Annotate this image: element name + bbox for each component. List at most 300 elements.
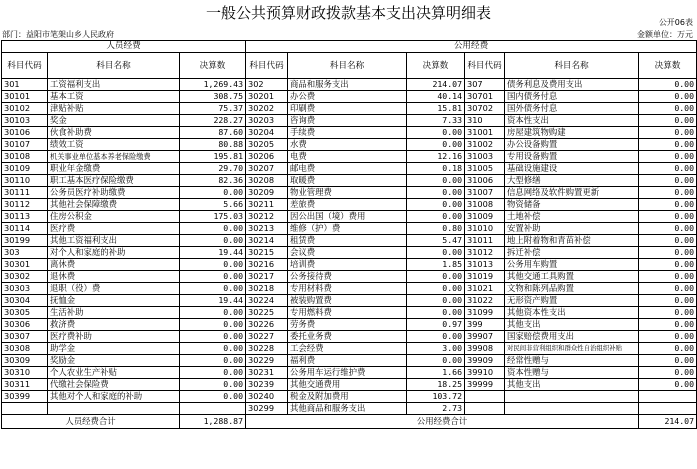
public-amount: 0.00 [407, 355, 465, 367]
public2-name: 国内债务付息 [505, 91, 639, 103]
public-code: 30213 [246, 223, 288, 235]
public-name: 邮电费 [288, 163, 407, 175]
personnel-name: 退职（役）费 [48, 283, 180, 295]
header-name: 科目名称 [505, 53, 639, 79]
personnel-amount: 0.00 [180, 331, 246, 343]
public2-code: 31022 [465, 295, 505, 307]
public2-amount: 0.00 [639, 331, 697, 343]
public-total-value: 214.07 [639, 415, 697, 429]
personnel-code: 30101 [2, 91, 48, 103]
public2-amount: 0.00 [639, 115, 697, 127]
public-name: 公务接待费 [288, 271, 407, 283]
public-amount: 0.00 [407, 271, 465, 283]
public-code: 30225 [246, 307, 288, 319]
personnel-code: 301 [2, 79, 48, 91]
public2-name: 经常性赠与 [505, 355, 639, 367]
public2-amount: 0.00 [639, 295, 697, 307]
header-amount: 决算数 [407, 53, 465, 79]
public2-name: 基础设施建设 [505, 163, 639, 175]
personnel-code: 30113 [2, 211, 48, 223]
public-name: 维修（护）费 [288, 223, 407, 235]
personnel-name: 职业年金缴费 [48, 163, 180, 175]
public2-name: 债务利息及费用支出 [505, 79, 639, 91]
public2-name: 其他交通工具购置 [505, 271, 639, 283]
public-code: 30299 [246, 403, 288, 415]
table-row [2, 355, 697, 367]
public2-name: 房屋建筑物购建 [505, 127, 639, 139]
header-name: 科目名称 [288, 53, 407, 79]
table-row [2, 331, 697, 343]
public-amount: 0.00 [407, 175, 465, 187]
public-name: 电费 [288, 151, 407, 163]
public-amount: 0.00 [407, 139, 465, 151]
public2-code: 39910 [465, 367, 505, 379]
public-code: 30218 [246, 283, 288, 295]
public-code: 30209 [246, 187, 288, 199]
public-name: 专用材料费 [288, 283, 407, 295]
public2-code: 39909 [465, 355, 505, 367]
personnel-name: 住房公积金 [48, 211, 180, 223]
public2-amount: 0.00 [639, 355, 697, 367]
personnel-amount: 1,269.43 [180, 79, 246, 91]
table-row [2, 283, 697, 295]
department-label: 部门：益阳市笔架山乡人民政府 [2, 30, 114, 39]
public2-code [465, 403, 505, 415]
public-code: 30214 [246, 235, 288, 247]
public-name: 印刷费 [288, 103, 407, 115]
public2-code: 30701 [465, 91, 505, 103]
public-name: 手续费 [288, 127, 407, 139]
public2-amount: 0.00 [639, 139, 697, 151]
public-name: 培训费 [288, 259, 407, 271]
public-code: 30207 [246, 163, 288, 175]
personnel-amount: 0.00 [180, 259, 246, 271]
public-amount: 0.00 [407, 187, 465, 199]
public-code: 30224 [246, 295, 288, 307]
table-row [2, 163, 697, 175]
personnel-code: 30306 [2, 319, 48, 331]
public2-code: 31003 [465, 151, 505, 163]
personnel-name: 基本工资 [48, 91, 180, 103]
public-amount: 12.16 [407, 151, 465, 163]
personnel-total-label: 人员经费合计 [2, 415, 180, 429]
personnel-code [2, 403, 48, 415]
public2-amount: 0.00 [639, 283, 697, 295]
public-name: 税金及附加费用 [288, 391, 407, 403]
public-name: 水费 [288, 139, 407, 151]
personnel-amount: 5.66 [180, 199, 246, 211]
table-row [2, 139, 697, 151]
public2-code: 31099 [465, 307, 505, 319]
personnel-name: 对个人和家庭的补助 [48, 247, 180, 259]
public-code: 30226 [246, 319, 288, 331]
group-public: 公用经费 [246, 41, 697, 53]
public2-code: 39999 [465, 379, 505, 391]
table-row [2, 403, 697, 415]
public2-amount: 0.00 [639, 91, 697, 103]
public-total-label: 公用经费合计 [246, 415, 639, 429]
public-amount: 0.80 [407, 223, 465, 235]
table-row [2, 211, 697, 223]
public-name: 被装购置费 [288, 295, 407, 307]
public-name: 办公费 [288, 91, 407, 103]
public2-amount: 0.00 [639, 175, 697, 187]
personnel-name: 其他社会保障缴费 [48, 199, 180, 211]
table-row [2, 271, 697, 283]
personnel-code: 303 [2, 247, 48, 259]
personnel-amount: 75.37 [180, 103, 246, 115]
public2-name: 无形资产购置 [505, 295, 639, 307]
personnel-code: 30199 [2, 235, 48, 247]
public2-code: 31011 [465, 235, 505, 247]
personnel-code: 30114 [2, 223, 48, 235]
public-amount: 0.97 [407, 319, 465, 331]
table-row [2, 379, 697, 391]
personnel-code: 30308 [2, 343, 48, 355]
public2-code: 31001 [465, 127, 505, 139]
public-code: 30206 [246, 151, 288, 163]
public2-code: 31005 [465, 163, 505, 175]
header-name: 科目名称 [48, 53, 180, 79]
personnel-name: 其他工资福利支出 [48, 235, 180, 247]
public2-amount: 0.00 [639, 247, 697, 259]
personnel-code: 30112 [2, 199, 48, 211]
public2-name: 国外债务付息 [505, 103, 639, 115]
personnel-amount [180, 403, 246, 415]
header-code: 科目代码 [246, 53, 288, 79]
public-name: 差旅费 [288, 199, 407, 211]
public2-name: 专用设备购置 [505, 151, 639, 163]
public-amount: 0.00 [407, 127, 465, 139]
public-amount: 0.18 [407, 163, 465, 175]
header-amount: 决算数 [639, 53, 697, 79]
public2-amount: 0.00 [639, 211, 697, 223]
public2-name: 文物和陈列品购置 [505, 283, 639, 295]
public2-amount: 0.00 [639, 307, 697, 319]
public-code: 30216 [246, 259, 288, 271]
public2-amount: 0.00 [639, 103, 697, 115]
public2-amount: 0.00 [639, 223, 697, 235]
public-code: 30239 [246, 379, 288, 391]
personnel-amount: 0.00 [180, 235, 246, 247]
personnel-amount: 0.00 [180, 391, 246, 403]
public-amount: 0.00 [407, 283, 465, 295]
personnel-name: 职工基本医疗保险缴费 [48, 175, 180, 187]
public-code: 30205 [246, 139, 288, 151]
table-row [2, 103, 697, 115]
header-amount: 决算数 [180, 53, 246, 79]
public2-amount: 0.00 [639, 259, 697, 271]
table-row [2, 391, 697, 403]
table-body [2, 79, 697, 415]
public-amount: 0.00 [407, 247, 465, 259]
public2-code: 30702 [465, 103, 505, 115]
public-name: 因公出国（境）费用 [288, 211, 407, 223]
public2-code: 39908 [465, 343, 505, 355]
public2-code: 399 [465, 319, 505, 331]
personnel-code: 30111 [2, 187, 48, 199]
public2-amount: 0.00 [639, 187, 697, 199]
public-amount: 3.00 [407, 343, 465, 355]
public2-amount: 0.00 [639, 271, 697, 283]
public-name: 公务用车运行维护费 [288, 367, 407, 379]
personnel-name: 机关事业单位基本养老保险缴费 [48, 151, 180, 163]
form-number: 公开06表 [658, 18, 693, 27]
public2-code: 31021 [465, 283, 505, 295]
public-code: 30227 [246, 331, 288, 343]
public2-amount: 0.00 [639, 319, 697, 331]
table-row [2, 127, 697, 139]
public2-code: 31012 [465, 247, 505, 259]
expenditure-table [1, 40, 697, 429]
public2-code: 31002 [465, 139, 505, 151]
header-code: 科目代码 [465, 53, 505, 79]
public-code: 30215 [246, 247, 288, 259]
personnel-name: 奖励金 [48, 355, 180, 367]
personnel-code: 30301 [2, 259, 48, 271]
public-code: 30212 [246, 211, 288, 223]
group-personnel: 人员经费 [2, 41, 246, 53]
public-amount: 0.00 [407, 331, 465, 343]
public2-amount: 0.00 [639, 151, 697, 163]
personnel-name: 生活补助 [48, 307, 180, 319]
public-amount: 15.81 [407, 103, 465, 115]
public2-name: 信息网络及软件购置更新 [505, 187, 639, 199]
table-row [2, 199, 697, 211]
personnel-name: 医疗费 [48, 223, 180, 235]
table-row [2, 91, 697, 103]
personnel-total-value: 1,288.87 [180, 415, 246, 429]
personnel-amount: 19.44 [180, 247, 246, 259]
personnel-code: 30108 [2, 151, 48, 163]
public-amount: 18.25 [407, 379, 465, 391]
public-name: 其他交通费用 [288, 379, 407, 391]
personnel-amount: 0.00 [180, 379, 246, 391]
public2-name [505, 391, 639, 403]
personnel-amount: 0.00 [180, 319, 246, 331]
public-amount: 103.72 [407, 391, 465, 403]
personnel-amount: 0.00 [180, 187, 246, 199]
public-code: 30202 [246, 103, 288, 115]
table-row [2, 247, 697, 259]
public2-name: 土地补偿 [505, 211, 639, 223]
personnel-name: 救济费 [48, 319, 180, 331]
public-name: 委托业务费 [288, 331, 407, 343]
personnel-code: 30103 [2, 115, 48, 127]
personnel-amount: 308.75 [180, 91, 246, 103]
personnel-name: 绩效工资 [48, 139, 180, 151]
public2-name [505, 403, 639, 415]
public2-name: 其他支出 [505, 319, 639, 331]
public-code: 30217 [246, 271, 288, 283]
personnel-code: 30102 [2, 103, 48, 115]
personnel-name [48, 403, 180, 415]
table-row [2, 79, 697, 91]
public-code: 30240 [246, 391, 288, 403]
public-name: 取暖费 [288, 175, 407, 187]
personnel-amount: 175.03 [180, 211, 246, 223]
public-amount: 2.73 [407, 403, 465, 415]
public2-amount: 0.00 [639, 79, 697, 91]
public2-amount: 0.00 [639, 343, 697, 355]
public2-name: 大型修缮 [505, 175, 639, 187]
public-code: 30229 [246, 355, 288, 367]
personnel-code: 30304 [2, 295, 48, 307]
personnel-code: 30110 [2, 175, 48, 187]
public-code: 302 [246, 79, 288, 91]
personnel-name: 助学金 [48, 343, 180, 355]
personnel-amount: 0.00 [180, 223, 246, 235]
personnel-name: 津贴补贴 [48, 103, 180, 115]
public-amount: 0.00 [407, 307, 465, 319]
public2-code: 31013 [465, 259, 505, 271]
public-name: 咨询费 [288, 115, 407, 127]
public-code: 30231 [246, 367, 288, 379]
public2-code: 31006 [465, 175, 505, 187]
public-code: 30201 [246, 91, 288, 103]
table-row [2, 367, 697, 379]
personnel-code: 30107 [2, 139, 48, 151]
public2-name: 拆迁补偿 [505, 247, 639, 259]
personnel-code: 30309 [2, 355, 48, 367]
table-row [2, 259, 697, 271]
public2-amount [639, 391, 697, 403]
public2-code: 310 [465, 115, 505, 127]
public-code: 30204 [246, 127, 288, 139]
public-amount: 1.85 [407, 259, 465, 271]
public-name: 会议费 [288, 247, 407, 259]
table-row [2, 223, 697, 235]
public-name: 专用燃料费 [288, 307, 407, 319]
public2-amount: 0.00 [639, 163, 697, 175]
public2-name: 资本性赠与 [505, 367, 639, 379]
public-code: 30228 [246, 343, 288, 355]
personnel-code: 30307 [2, 331, 48, 343]
personnel-name: 其他对个人和家庭的补助 [48, 391, 180, 403]
public2-name: 安置补助 [505, 223, 639, 235]
public2-name: 对民间非营利组织和群众性自治组织补贴 [505, 343, 639, 355]
public-amount: 1.66 [407, 367, 465, 379]
public2-code: 31019 [465, 271, 505, 283]
public-amount: 0.00 [407, 199, 465, 211]
public2-code [465, 391, 505, 403]
personnel-amount: 29.70 [180, 163, 246, 175]
public2-amount: 0.00 [639, 235, 697, 247]
personnel-amount: 0.00 [180, 307, 246, 319]
public2-name: 地上附着物和青苗补偿 [505, 235, 639, 247]
personnel-name: 离休费 [48, 259, 180, 271]
personnel-amount: 0.00 [180, 367, 246, 379]
unit-label: 金额单位：万元 [637, 30, 693, 39]
public-amount: 7.33 [407, 115, 465, 127]
public2-amount: 0.00 [639, 379, 697, 391]
public-amount: 0.00 [407, 211, 465, 223]
public2-name: 物资储备 [505, 199, 639, 211]
public-amount: 5.47 [407, 235, 465, 247]
personnel-code: 30302 [2, 271, 48, 283]
table-row [2, 115, 697, 127]
personnel-name: 抚恤金 [48, 295, 180, 307]
public-amount: 214.07 [407, 79, 465, 91]
personnel-amount: 0.00 [180, 355, 246, 367]
public-amount: 0.00 [407, 295, 465, 307]
public-name: 商品和服务支出 [288, 79, 407, 91]
personnel-amount: 0.00 [180, 283, 246, 295]
public-name: 劳务费 [288, 319, 407, 331]
public2-name: 公务用车购置 [505, 259, 639, 271]
personnel-amount: 87.60 [180, 127, 246, 139]
personnel-amount: 0.00 [180, 271, 246, 283]
public2-name: 其他资本性支出 [505, 307, 639, 319]
table-row [2, 343, 697, 355]
personnel-name: 代缴社会保险费 [48, 379, 180, 391]
public-code: 30203 [246, 115, 288, 127]
public-name: 物业管理费 [288, 187, 407, 199]
public2-code: 39907 [465, 331, 505, 343]
page-title: 一般公共预算财政拨款基本支出决算明细表 [205, 4, 491, 22]
personnel-amount: 195.81 [180, 151, 246, 163]
personnel-amount: 80.88 [180, 139, 246, 151]
public-name: 福利费 [288, 355, 407, 367]
personnel-amount: 228.27 [180, 115, 246, 127]
public2-name: 资本性支出 [505, 115, 639, 127]
personnel-code: 30310 [2, 367, 48, 379]
table-row [2, 235, 697, 247]
public2-name: 办公设备购置 [505, 139, 639, 151]
public2-amount: 0.00 [639, 367, 697, 379]
public2-code: 307 [465, 79, 505, 91]
table-row [2, 295, 697, 307]
public-name: 工会经费 [288, 343, 407, 355]
personnel-name: 个人农业生产补贴 [48, 367, 180, 379]
public2-code: 31010 [465, 223, 505, 235]
personnel-code: 30399 [2, 391, 48, 403]
personnel-code: 30109 [2, 163, 48, 175]
header-code: 科目代码 [2, 53, 48, 79]
personnel-amount: 0.00 [180, 343, 246, 355]
personnel-code: 30303 [2, 283, 48, 295]
table-row [2, 151, 697, 163]
personnel-name: 公务员医疗补助缴费 [48, 187, 180, 199]
personnel-name: 奖金 [48, 115, 180, 127]
personnel-name: 退休费 [48, 271, 180, 283]
public2-amount: 0.00 [639, 127, 697, 139]
table-row [2, 175, 697, 187]
public2-code: 31008 [465, 199, 505, 211]
public2-name: 国家赔偿费用支出 [505, 331, 639, 343]
public-code: 30208 [246, 175, 288, 187]
personnel-amount: 82.36 [180, 175, 246, 187]
personnel-code: 30106 [2, 127, 48, 139]
public-name: 租赁费 [288, 235, 407, 247]
personnel-code: 30305 [2, 307, 48, 319]
public-amount: 40.14 [407, 91, 465, 103]
personnel-amount: 19.44 [180, 295, 246, 307]
table-row [2, 307, 697, 319]
table-row [2, 319, 697, 331]
public2-name: 其他支出 [505, 379, 639, 391]
personnel-name: 工资福利支出 [48, 79, 180, 91]
personnel-name: 伙食补助费 [48, 127, 180, 139]
table-row [2, 187, 697, 199]
public2-code: 31009 [465, 211, 505, 223]
public2-amount: 0.00 [639, 199, 697, 211]
public2-code: 31007 [465, 187, 505, 199]
personnel-name: 医疗费补助 [48, 331, 180, 343]
public-name: 其他商品和服务支出 [288, 403, 407, 415]
public-code: 30211 [246, 199, 288, 211]
public2-amount [639, 403, 697, 415]
